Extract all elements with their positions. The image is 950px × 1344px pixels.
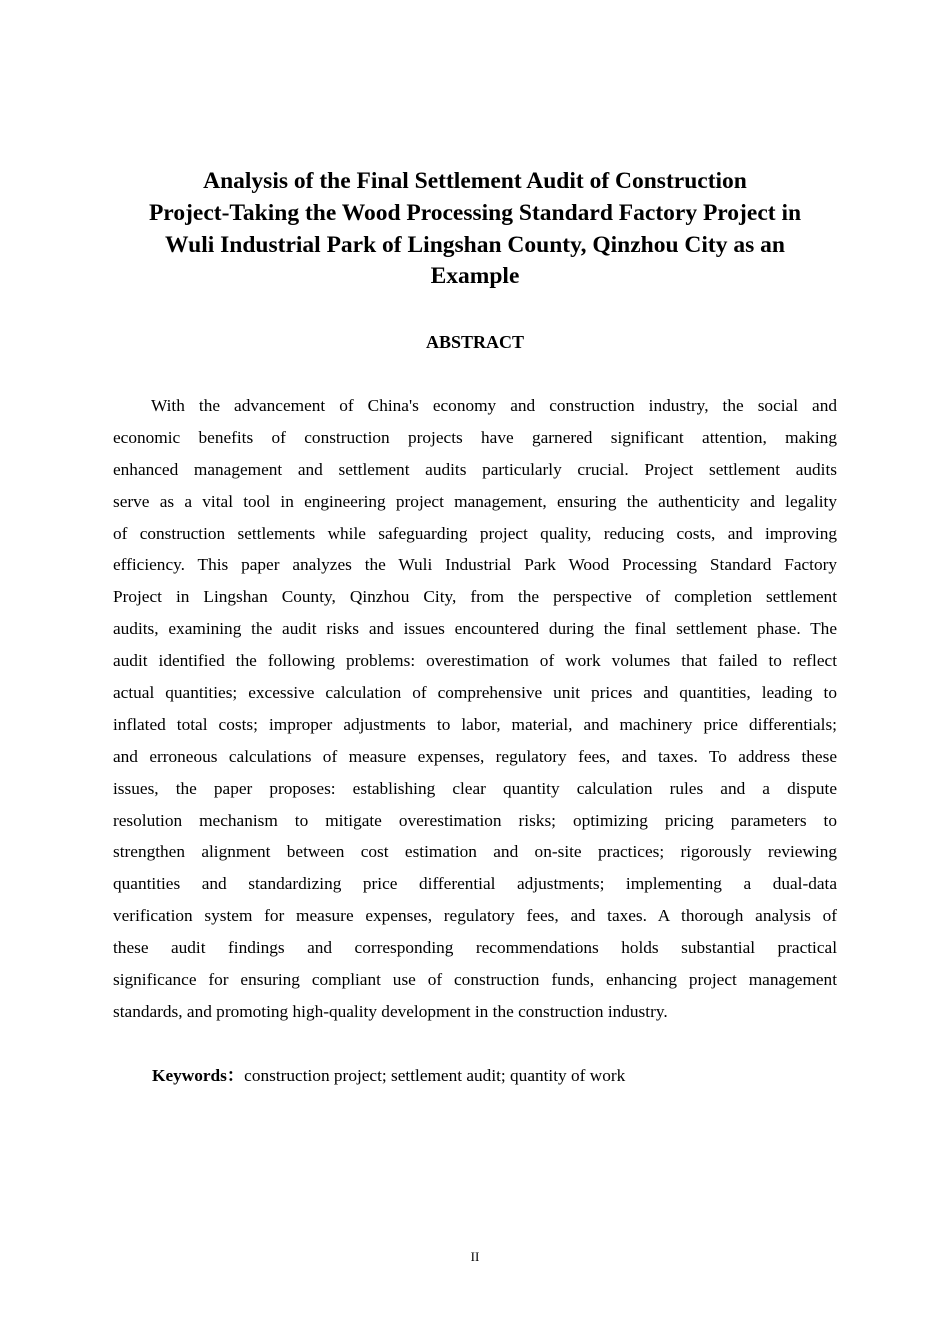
abstract-heading: ABSTRACT <box>425 332 525 352</box>
abstract-line: actual quantities; excessive calculation of comprehensive unit prices and quantities, leading to <box>113 683 837 703</box>
abstract-line: resolution mechanism to mitigate overestimation risks; optimizing pricing parameters to <box>113 810 837 830</box>
abstract-line: quantities and standardizing price differential adjustments; implementing a dual-data <box>113 874 837 894</box>
abstract-line: Project in Lingshan County, Qinzhou City, from the perspective of completion settlement <box>113 587 837 607</box>
abstract-line: verification system for measure expenses, regulatory fees, and taxes. A thorough analysis of <box>113 906 837 926</box>
abstract-line: audits, examining the audit risks and issues encountered during the final settlement phase. The <box>113 619 837 639</box>
abstract-line: efficiency. This paper analyzes the Wuli Industrial Park Wood Processing Standard Factory <box>113 555 837 575</box>
abstract-line: strengthen alignment between cost estimation and on-site practices; rigorously reviewing <box>113 842 837 862</box>
abstract-line: audit identified the following problems: overestimation of work volumes that failed to reflect <box>113 651 837 671</box>
title-line: Wuli Industrial Park of Lingshan County, Qinzhou City as an <box>165 231 785 258</box>
abstract-line: and erroneous calculations of measure expenses, regulatory fees, and taxes. To address these <box>113 746 837 766</box>
abstract-line: enhanced management and settlement audits particularly crucial. Project settlement audits <box>113 459 837 479</box>
page-number: II <box>470 1249 480 1264</box>
keywords-label: Keywords： <box>152 1066 245 1085</box>
abstract-line: these audit findings and corresponding recommendations holds substantial practical <box>113 938 837 958</box>
abstract-body <box>113 390 837 1028</box>
keywords-paragraph <box>152 1062 625 1090</box>
abstract-line: significance for ensuring compliant use of construction funds, enhancing project management <box>113 970 837 990</box>
abstract-line: inflated total costs; improper adjustments to labor, material, and machinery price differentials; <box>113 714 837 734</box>
abstract-line: of construction settlements while safeguarding project quality, reducing costs, and improving <box>113 523 837 543</box>
title-line: Example <box>430 263 520 290</box>
title-line: Project-Taking the Wood Processing Standard Factory Project in <box>148 199 802 226</box>
abstract-line: economic benefits of construction projects have garnered significant attention, making <box>113 427 837 447</box>
keywords-text: construction project; settlement audit; quantity of work <box>244 1066 626 1085</box>
title-line: Analysis of the Final Settlement Audit of Construction <box>203 168 747 194</box>
abstract-line: serve as a vital tool in engineering project management, ensuring the authenticity and legality <box>113 491 837 511</box>
abstract-line: With the advancement of China's economy and construction industry, the social and <box>151 396 837 415</box>
abstract-line: issues, the paper proposes: establishing clear quantity calculation rules and a dispute <box>113 778 837 798</box>
paper-title <box>110 166 840 293</box>
abstract-line: standards, and promoting high-quality development in the construction industry. <box>113 1001 668 1021</box>
